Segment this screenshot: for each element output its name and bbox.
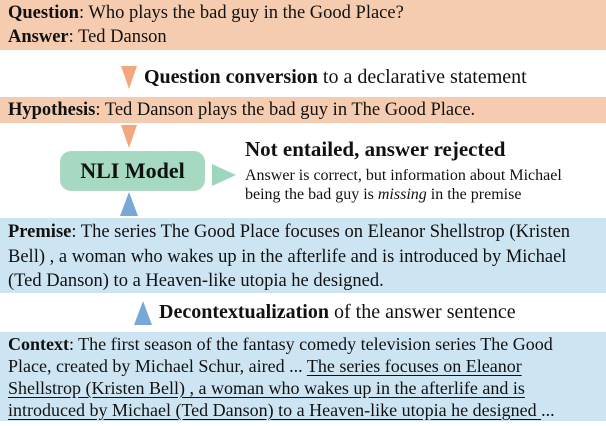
conversion-step-rest: to a declarative statement bbox=[317, 66, 527, 88]
answer-label: Answer bbox=[8, 27, 69, 47]
answer-text: : Ted Danson bbox=[68, 27, 167, 47]
context-text-underlined: The series focuses on Eleanor Shellstrop (Kristen Bell) , a woman who wakes up in the afterlife and is introduced by Michael (Ted Danson) to a Heaven-like utopia he designed bbox=[8, 356, 542, 420]
nli-result-title: Not entailed, answer rejected bbox=[245, 137, 506, 161]
nli-result-line1: Answer is correct, but information about Michael bbox=[245, 167, 562, 184]
conversion-step-bold: Question conversion bbox=[144, 66, 318, 88]
context-text-post: ... bbox=[541, 400, 555, 420]
up-arrow-icon bbox=[134, 301, 152, 325]
question-label: Question bbox=[8, 3, 79, 23]
question-line bbox=[8, 1, 598, 25]
nli-model-box bbox=[60, 151, 205, 191]
hypothesis-label: Hypothesis bbox=[8, 100, 96, 120]
premise-box bbox=[0, 218, 606, 293]
context-text-pre: : The first season of the fantasy comedy television series The Good Place, created by Michael Schur, aired ... bbox=[8, 334, 553, 376]
hypothesis-box bbox=[0, 97, 606, 123]
nli-model-section bbox=[0, 123, 606, 218]
nli-result-explanation bbox=[245, 167, 562, 204]
decontextualization-rest: of the answer sentence bbox=[328, 301, 516, 323]
decontextualization-step bbox=[0, 293, 606, 332]
context-label: Context bbox=[8, 334, 69, 354]
spacer bbox=[0, 50, 606, 60]
question-text: : Who plays the bad guy in the Good Place? bbox=[78, 3, 404, 23]
premise-text: : The series The Good Place focuses on Eleanor Shellstrop (Kristen Bell) , a woman who wakes up in the afterlife and is introduced by Michael (Ted Danson) to a Heaven-like utopia he designed. bbox=[8, 222, 571, 291]
nli-result-line2: being the bad guy is missing in the premise bbox=[245, 185, 522, 203]
nli-model-label: NLI Model bbox=[80, 158, 185, 183]
right-arrow-icon bbox=[212, 164, 236, 186]
question-answer-box bbox=[0, 0, 606, 50]
premise-label: Premise bbox=[8, 222, 72, 242]
missing-italic: missing bbox=[377, 185, 427, 203]
decontextualization-bold: Decontextualization bbox=[159, 301, 329, 323]
hypothesis-text: : Ted Danson plays the bad guy in The Good Place. bbox=[95, 100, 476, 120]
context-box bbox=[0, 332, 606, 421]
up-arrow-icon bbox=[120, 192, 138, 216]
decontextualization-step-label bbox=[159, 301, 516, 324]
conversion-step-label bbox=[144, 66, 527, 89]
down-arrow-icon bbox=[121, 125, 137, 148]
question-conversion-step bbox=[0, 60, 606, 95]
down-arrow-icon bbox=[121, 66, 137, 89]
answer-line bbox=[8, 25, 598, 49]
